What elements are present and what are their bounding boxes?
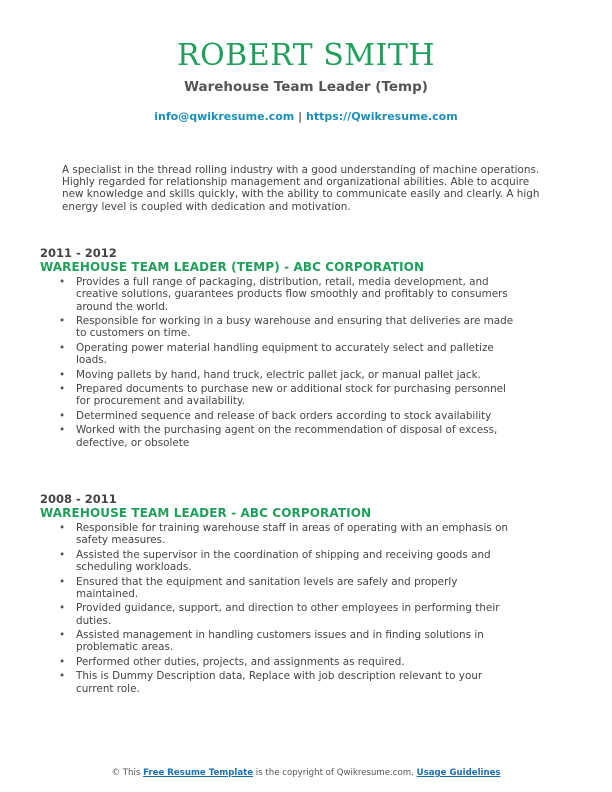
experience-entry-2	[40, 492, 550, 697]
job-title: WAREHOUSE TEAM LEADER (TEMP) - ABC CORPORATION	[40, 260, 425, 274]
job-bullet: • Assisted the supervisor in the coordination of shipping and receiving goods and scheduling workloads.	[76, 549, 521, 574]
email-link[interactable]: info@qwikresume.com	[154, 110, 295, 123]
job-bullet: • Responsible for training warehouse staff in areas of operating with an emphasis on safety measures.	[76, 522, 521, 547]
contact-line	[0, 110, 612, 124]
candidate-title: Warehouse Team Leader (Temp)	[184, 79, 428, 95]
free-resume-template-link[interactable]: Free Resume Template	[143, 768, 254, 778]
footer-prefix: © This	[111, 768, 141, 778]
job-bullet: • Provides a full range of packaging, distribution, retail, media development, and creative solutions, guarantees products flow smoothly and profitably to consumers around the world.	[76, 276, 521, 313]
job-bullet: • Performed other duties, projects, and assignments as required.	[76, 656, 521, 668]
candidate-name: ROBERT SMITH	[176, 38, 436, 73]
job-bullet: • Operating power material handling equipment to accurately select and palletize loads.	[76, 342, 521, 367]
job-bullet: • Prepared documents to purchase new or additional stock for purchasing personnel for procurement and availability.	[76, 383, 521, 408]
job-bullet: • Ensured that the equipment and sanitation levels are safely and properly maintained.	[76, 576, 521, 601]
job-bullet: • Worked with the purchasing agent on the recommendation of disposal of excess, defective, or obsolete	[76, 424, 521, 449]
job-bullet: • Moving pallets by hand, hand truck, electric pallet jack, or manual pallet jack.	[76, 369, 521, 381]
job-dates: 2008 - 2011	[40, 492, 117, 506]
job-bullet-list	[40, 522, 550, 695]
job-bullet-list	[40, 276, 550, 449]
contact-separator: |	[298, 110, 303, 123]
job-bullet: • Determined sequence and release of back orders according to stock availability	[76, 410, 521, 422]
footer-copyright-text: is the copyright of Qwikresume.com.	[255, 768, 414, 778]
job-bullet: • This is Dummy Description data, Replace with job description relevant to your current role.	[76, 670, 521, 695]
experience-entry-1	[40, 246, 550, 451]
summary-paragraph: A specialist in the thread rolling industry with a good understanding of machine operations. Highly regarded for relationship management and organizational abilities. Able to acquire new knowledge and skills quickly, with the ability to communicate easily and clearly. A high energy level is coupled with dedication and motivation.	[62, 164, 540, 213]
job-title: WAREHOUSE TEAM LEADER - ABC CORPORATION	[40, 506, 372, 520]
job-bullet: • Responsible for working in a busy warehouse and ensuring that deliveries are made to customers on time.	[76, 315, 521, 340]
job-dates: 2011 - 2012	[40, 246, 117, 260]
copyright-footer	[0, 768, 612, 779]
job-bullet: • Provided guidance, support, and direction to other employees in performing their duties.	[76, 602, 521, 627]
website-link[interactable]: https://Qwikresume.com	[305, 110, 458, 123]
usage-guidelines-link[interactable]: Usage Guidelines	[416, 768, 501, 778]
job-bullet: • Assisted management in handling customers issues and in finding solutions in problematic areas.	[76, 629, 521, 654]
